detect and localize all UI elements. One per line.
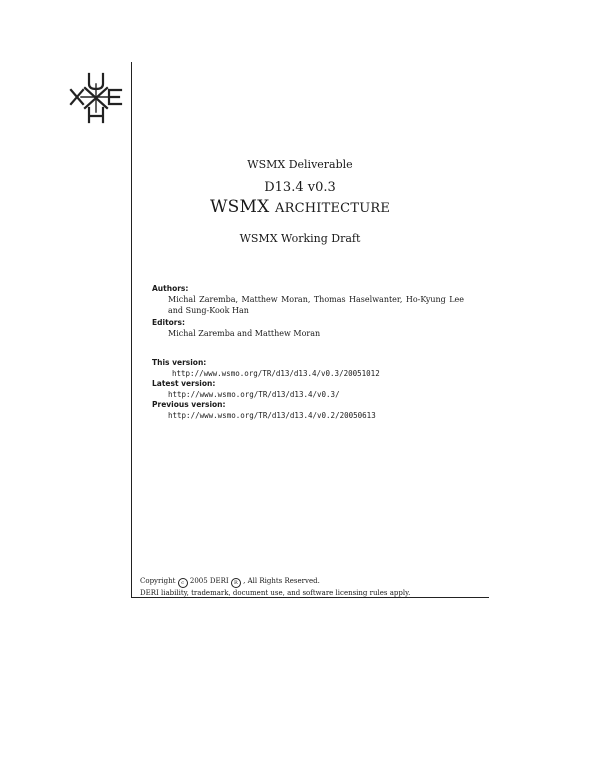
copyright-prefix: Copyright bbox=[140, 577, 176, 585]
document-status: WSMX Working Draft bbox=[239, 232, 361, 245]
latest-version-link[interactable]: http://www.wsmo.org/TR/d13/d13.4/v0.3/ bbox=[168, 390, 340, 399]
copyright-line bbox=[140, 576, 410, 588]
editors-label: Editors: bbox=[152, 318, 185, 327]
previous-version-link[interactable]: http://www.wsmo.org/TR/d13/d13.4/v0.2/20050613 bbox=[168, 411, 376, 420]
deliverable-label: WSMX Deliverable bbox=[247, 158, 353, 171]
document-title bbox=[180, 197, 420, 217]
authors-label: Authors: bbox=[152, 284, 189, 293]
copyright-notice bbox=[140, 576, 410, 598]
document-number: D13.4 v0.3 bbox=[264, 180, 336, 195]
licensing-line: DERI liability, trademark, document use, and software licensing rules apply. bbox=[140, 589, 411, 597]
latest-version-label: Latest version: bbox=[152, 379, 216, 388]
copyright-symbol: c bbox=[178, 578, 188, 588]
left-vertical-rule bbox=[131, 62, 132, 598]
wsmx-logo-icon bbox=[67, 70, 125, 126]
authors-section bbox=[152, 284, 464, 316]
title-first-word: WSMX bbox=[209, 197, 270, 217]
versions-section bbox=[152, 358, 380, 421]
title-small-caps: ARCHITECTURE bbox=[275, 201, 391, 216]
registered-symbol: R bbox=[231, 578, 241, 588]
previous-version-label: Previous version: bbox=[152, 400, 226, 409]
editors-section bbox=[152, 318, 464, 339]
this-version-link[interactable]: http://www.wsmo.org/TR/d13/d13.4/v0.3/20051012 bbox=[172, 369, 380, 378]
editors-names: Michal Zaremba and Matthew Moran bbox=[168, 329, 321, 338]
copyright-suffix: , All Rights Reserved. bbox=[243, 577, 320, 585]
copyright-year-org: 2005 DERI bbox=[189, 577, 229, 585]
authors-names: Michal Zaremba, Matthew Moran, Thomas Haselwanter, Ho-Kyung Lee and Sung-Kook Han bbox=[168, 295, 464, 315]
this-version-label: This version: bbox=[152, 358, 207, 367]
